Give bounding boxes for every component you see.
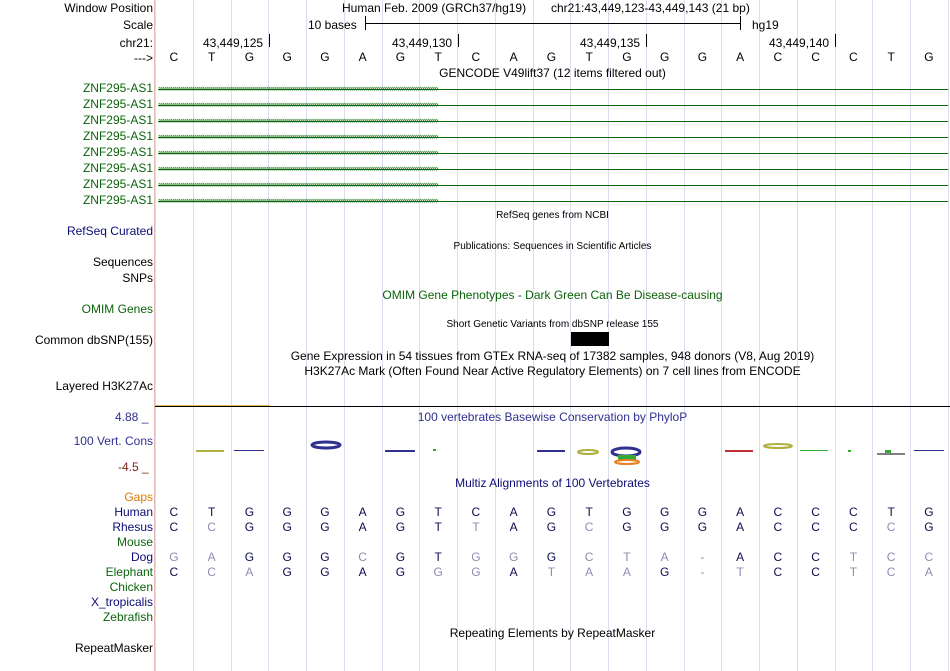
ruler-tick [835,34,836,47]
aligned-base: G [320,550,330,564]
ruler-tick-label: 43,449,125 [203,36,264,50]
aligned-base: T [849,565,858,579]
ruler-tick [269,34,270,47]
base-letter: G [320,50,330,64]
base-letter: G [395,50,406,64]
aligned-base: G [924,520,934,534]
aligned-base: C [169,505,179,519]
snp-feature[interactable] [571,332,609,346]
aligned-base: A [622,565,631,579]
scale-label: Scale [122,18,153,32]
assembly-text: Human Feb. 2009 (GRCh37/hg19) [342,1,527,15]
aligned-base: T [207,505,216,519]
aligned-base: A [509,505,518,519]
ruler-tick-label: 43,449,140 [769,36,830,50]
base-letter: C [471,50,481,64]
base-gridline [495,0,496,671]
aligned-base: C [886,565,896,579]
aligned-base: T [434,505,442,519]
aligned-base: C [773,505,783,519]
strand-arrows: ›››››››››››››››››››››››››››››››››››››››››››››››››››››››››››››››››››››››››››››››››››››››››››››››››››››››››››››››››››››››››››››››››››››››››››› [158,179,438,189]
gtex-track-title[interactable]: Gene Expression in 54 tissues from GTEx RNA-seq of 17382 samples, 948 donors (V8, Aug 2019) [290,349,815,363]
base-letter: G [546,50,557,64]
aligned-base: A [924,565,933,579]
aligned-base: A [509,565,518,579]
aligned-base: T [849,550,858,564]
base-letter: G [659,50,670,64]
refseq-label[interactable]: RefSeq Curated [66,224,153,238]
base-letter: A [358,50,367,64]
aligned-base: A [660,550,669,564]
aligned-base: C [886,520,896,534]
omim-track-title[interactable]: OMIM Gene Phenotypes - Dark Green Can Be Disease-causing [382,288,723,302]
base-letter: A [736,50,745,64]
aligned-base: A [736,520,745,534]
chrom-label: chr21: [119,36,153,50]
gencode-item-label[interactable]: ZNF295-AS1 [82,193,153,207]
aligned-base: C [584,520,594,534]
aligned-base: G [169,550,179,564]
aligned-base: G [471,565,481,579]
gencode-item-label[interactable]: ZNF295-AS1 [82,97,153,111]
strand-arrows: ›››››››››››››››››››››››››››››››››››››››››››››››››››››››››››››››››››››››››››››››››››››››››››››››››››››››››››››››››››››››››››››››››››››››››››› [158,83,438,93]
base-letter: C [773,50,783,64]
base-letter: T [887,50,895,64]
phylop-label[interactable]: 100 Vert. Cons [73,434,153,448]
aligned-base: G [320,520,330,534]
gencode-item-label[interactable]: ZNF295-AS1 [82,177,153,191]
aligned-base: T [434,550,442,564]
base-letter: A [509,50,518,64]
gaps-label[interactable]: Gaps [124,490,153,504]
base-gridline [872,0,873,671]
sequences-label[interactable]: Sequences [92,255,153,269]
aligned-base: C [584,550,594,564]
aligned-base: A [509,520,518,534]
aligned-base: G [395,520,406,534]
aligned-base: G [508,550,519,564]
aligned-base: C [358,550,367,564]
aligned-base: C [773,520,783,534]
gencode-transcript-line[interactable] [158,115,948,130]
aligned-base: C [207,520,216,534]
base-letter: C [811,50,820,64]
aligned-base: A [736,505,745,519]
strand-label: ---> [134,51,153,65]
aligned-base: G [282,565,292,579]
aligned-base: C [886,550,896,564]
repeatmasker-label[interactable]: RepeatMasker [74,641,153,655]
dbsnp-track-title[interactable]: Short Genetic Variants from dbSNP release 155 [446,319,659,330]
strand-arrows: ›››››››››››››››››››››››››››››››››››››››››››››››››››››››››››››››››››››››››››››››››››››››››››››››››››››››››››››››››››››››››››››››››››››››››››› [158,115,438,125]
aligned-base: G [244,520,255,534]
aligned-base: T [434,520,442,534]
aligned-base: G [546,520,557,534]
db-text: hg19 [752,18,779,32]
aligned-base: C [811,565,820,579]
aligned-base: G [244,505,255,519]
phylop-ymin: -4.5 _ [118,460,149,474]
omim-label[interactable]: OMIM Genes [81,302,153,316]
base-letter: G [244,50,255,64]
aligned-base: - [700,550,705,564]
aligned-base: G [395,550,406,564]
strand-arrows: ›››››››››››››››››››››››››››››››››››››››››››››››››››››››››››››››››››››››››››››››››››››››››››››››››››››››››››››››››››››››››››››››››››››››››››› [158,131,438,141]
gencode-transcript-line[interactable] [158,179,948,194]
phylop-ymax: 4.88 _ [115,410,149,424]
refseq-track-title[interactable]: RefSeq genes from NCBI [496,210,609,221]
aligned-base: G [697,520,708,534]
aligned-base: C [811,520,820,534]
aligned-base: T [547,565,556,579]
gencode-item-label[interactable]: ZNF295-AS1 [82,161,153,175]
base-gridline [910,0,911,671]
species-label[interactable]: Zebrafish [102,610,153,624]
species-label[interactable]: Rhesus [112,520,153,534]
aligned-base: G [659,505,670,519]
gencode-transcript-line[interactable] [158,83,948,98]
aligned-base: A [358,565,367,579]
aligned-base: G [395,565,406,579]
base-gridline [721,0,722,671]
gencode-transcript-line[interactable] [158,147,948,162]
scale-text: 10 bases [308,18,357,32]
aligned-base: G [546,550,557,564]
base-gridline [759,0,760,671]
strand-arrows: ›››››››››››››››››››››››››››››››››››››››››››››››››››››››››››››››››››››››››››››››››››››››››››››››››››››››››››››››››››››››››››››››››››››››››››› [158,163,438,173]
gencode-item-label[interactable]: ZNF295-AS1 [82,145,153,159]
position-text: chr21:43,449,123-43,449,143 (21 bp) [551,1,750,15]
base-gridline [797,0,798,671]
aligned-base: C [169,520,179,534]
aligned-base: C [811,505,820,519]
ruler-tick-label: 43,449,130 [392,36,453,50]
aligned-base: T [472,520,480,534]
aligned-base: G [320,565,330,579]
base-letter: G [282,50,292,64]
gencode-transcript-line[interactable] [158,195,948,210]
gencode-transcript-line[interactable] [158,131,948,146]
aligned-base: G [282,550,292,564]
ruler-tick-label: 43,449,135 [580,36,641,50]
aligned-base: A [585,565,594,579]
aligned-base: C [811,550,820,564]
multiz-track-title[interactable]: Multiz Alignments of 100 Vertebrates [455,476,650,490]
phylop-plot [155,438,950,468]
aligned-base: A [736,550,745,564]
strand-arrows: ›››››››››››››››››››››››››››››››››››››››››››››››››››››››››››››››››››››››››››››››››››››››››››››››››››››››››››››››››››››››››››››››››››››››››››› [158,147,438,157]
base-letter: G [924,50,934,64]
aligned-base: A [358,520,367,534]
base-gridline [457,0,458,671]
aligned-base: C [207,565,216,579]
ruler-tick [646,34,647,47]
species-label[interactable]: X_tropicalis [90,595,153,609]
aligned-base: C [471,505,481,519]
aligned-base: G [282,505,292,519]
aligned-base: A [358,505,367,519]
gencode-transcript-line[interactable] [158,99,948,114]
gencode-item-label[interactable]: ZNF295-AS1 [82,113,153,127]
aligned-base: G [924,505,934,519]
aligned-base: G [546,505,557,519]
aligned-base: - [700,565,705,579]
aligned-base: T [887,505,895,519]
track-divider [155,406,950,407]
ruler-tick [458,34,459,47]
gencode-item-label[interactable]: ZNF295-AS1 [82,81,153,95]
strand-arrows: ›››››››››››››››››››››››››››››››››››››››››››››››››››››››››››››››››››››››››››››››››››››››››››››››››››››››››››››››››››››››››››››››››››››››››››› [158,99,438,109]
species-label[interactable]: Chicken [109,580,153,594]
h3k27ac-label[interactable]: Layered H3K27Ac [55,379,153,393]
dbsnp-label[interactable]: Common dbSNP(155) [34,333,153,347]
publications-track-title[interactable]: Publications: Sequences in Scientific Articles [453,241,652,252]
species-label[interactable]: Mouse [116,535,153,549]
species-label[interactable]: Elephant [105,565,153,579]
aligned-base: G [433,565,443,579]
base-letter: T [434,50,442,64]
window-position-label: Window Position [64,1,153,15]
scale-bar [365,16,741,30]
gencode-transcript-line[interactable] [158,163,948,178]
species-label[interactable]: Human [114,505,153,519]
base-letter: T [585,50,593,64]
aligned-base: G [282,520,292,534]
base-letter: G [697,50,708,64]
base-letter: C [169,50,179,64]
aligned-base: C [773,550,783,564]
aligned-base: C [849,505,858,519]
base-letter: C [849,50,858,64]
aligned-base: C [924,550,934,564]
aligned-base: G [697,505,708,519]
strand-arrows: ›››››››››››››››››››››››››››››››››››››››››››››››››››››››››››››››››››››››››››››››››››››››››››››››››››››››››››››››››››››››››››››››››››››››››››› [158,195,438,205]
base-gridline [684,0,685,671]
aligned-base: C [849,520,858,534]
aligned-base: G [244,550,255,564]
snps-label[interactable]: SNPs [122,271,153,285]
sidebar-separator [154,0,155,671]
base-gridline [835,0,836,671]
species-label[interactable]: Dog [130,550,153,564]
base-gridline [155,0,156,671]
base-letter: G [622,50,632,64]
gencode-track-title[interactable]: GENCODE V49lift37 (12 items filtered out) [439,66,666,80]
aligned-base: G [395,505,406,519]
aligned-base: G [320,505,330,519]
aligned-base: G [471,550,481,564]
aligned-base: T [623,550,631,564]
h3k27ac-track-title[interactable]: H3K27Ac Mark (Often Found Near Active Regulatory Elements) on 7 cell lines from ENCODE [304,364,801,378]
base-gridline [646,0,647,671]
gencode-item-label[interactable]: ZNF295-AS1 [82,129,153,143]
repeatmasker-track-title[interactable]: Repeating Elements by RepeatMasker [449,626,656,640]
aligned-base: C [169,565,179,579]
base-letter: T [207,50,216,64]
base-gridline [948,0,949,671]
base-gridline [533,0,534,671]
phylop-track-title[interactable]: 100 vertebrates Basewise Conservation by PhyloP [417,410,688,424]
aligned-base: A [245,565,254,579]
aligned-base: G [659,565,670,579]
aligned-base: G [622,520,632,534]
aligned-base: C [773,565,783,579]
aligned-base: T [736,565,744,579]
aligned-base: A [207,550,216,564]
aligned-base: G [622,505,632,519]
aligned-base: G [659,520,670,534]
aligned-base: T [585,505,593,519]
